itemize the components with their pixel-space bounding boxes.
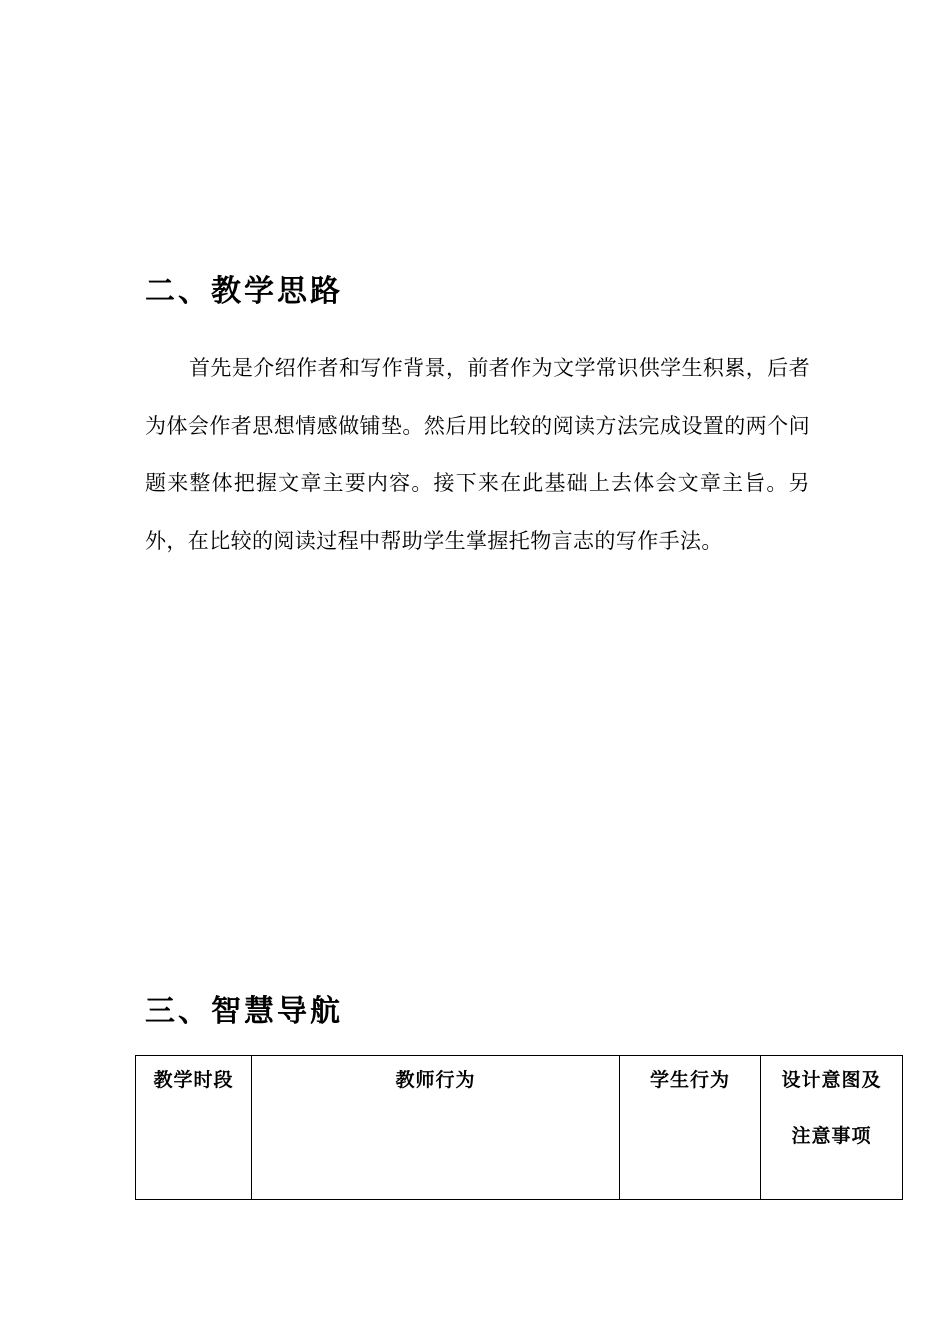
smart-navigation-table (135, 1055, 903, 1200)
section-heading-teaching-approach: 二、教学思路 (145, 274, 343, 309)
header-design-intent-line1: 设计意图及 (781, 1069, 882, 1091)
header-teacher-behavior-label: 教师行为 (395, 1069, 476, 1091)
header-student-behavior (620, 1056, 761, 1200)
header-teaching-period-label: 教学时段 (153, 1069, 234, 1091)
header-student-behavior-label: 学生行为 (649, 1069, 730, 1091)
header-design-intent (761, 1056, 903, 1200)
header-teacher-behavior (252, 1056, 620, 1200)
header-teaching-period (136, 1056, 252, 1200)
section-heading-smart-navigation: 三、智慧导航 (145, 994, 343, 1029)
header-design-intent-line2: 注意事项 (791, 1125, 872, 1147)
table-header-row (136, 1056, 903, 1200)
teaching-approach-paragraph: 首先是介绍作者和写作背景，前者作为文学常识供学生积累，后者为体会作者思想情感做铺垫。然后用比较的阅读方法完成设置的两个问题来整体把握文章主要内容。接下来在此基础上去体会文章主旨。另外，在比较的阅读过程中帮助学生掌握托物言志的写作手法。 (145, 356, 810, 553)
